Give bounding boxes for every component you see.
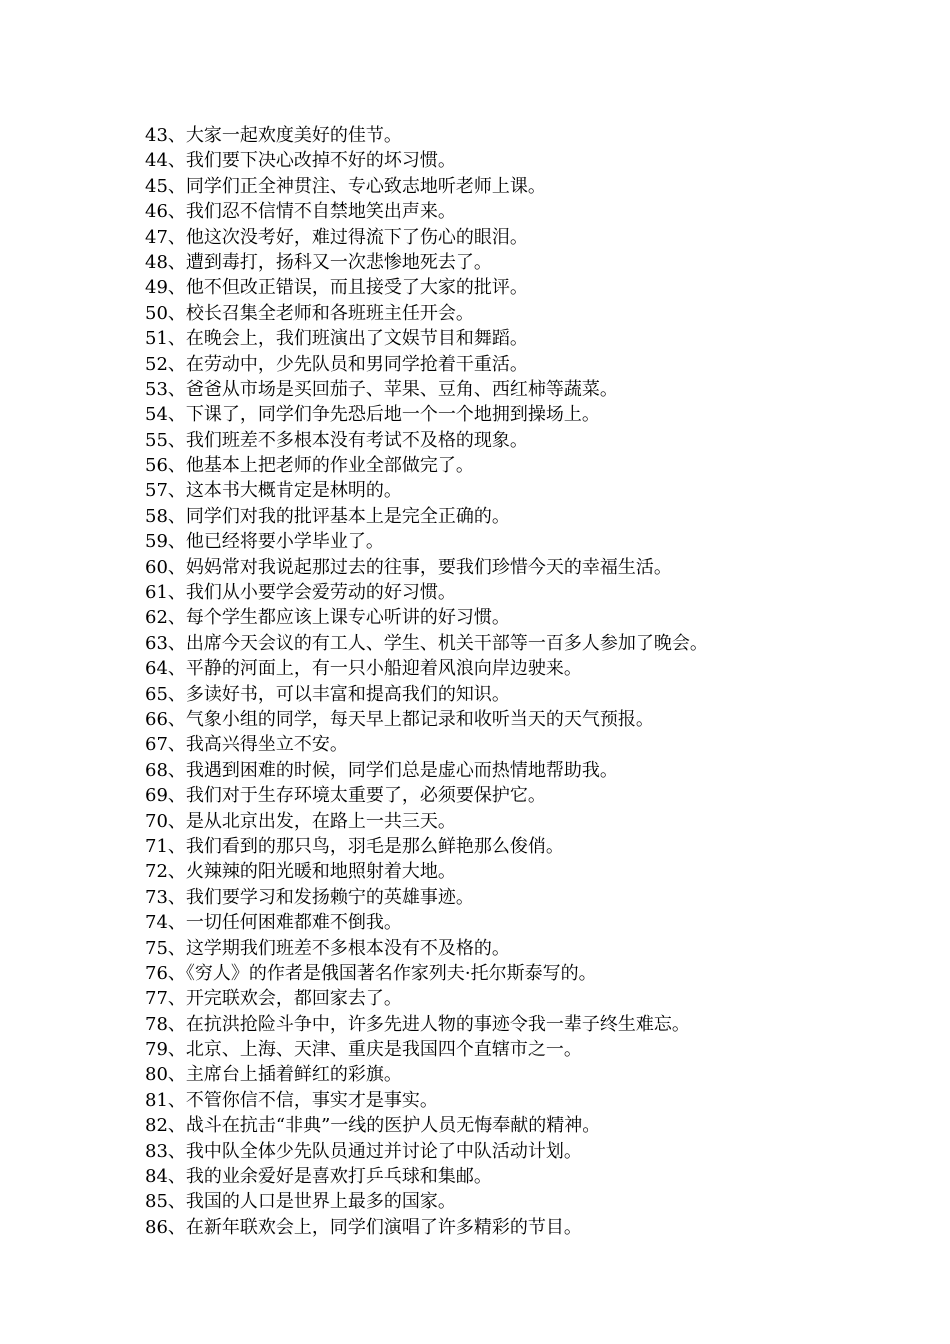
sentence-line: 77、开完联欢会，都回家去了。 xyxy=(145,988,402,1010)
sentence-line: 86、在新年联欢会上，同学们演唱了许多精彩的节目。 xyxy=(145,1216,582,1238)
sentence-line: 66、气象小组的同学，每天早上都记录和收听当天的天气预报。 xyxy=(145,708,654,730)
sentence-line: 44、我们要下决心改掉不好的坏习惯。 xyxy=(145,150,456,172)
sentence-line: 84、我的业余爱好是喜欢打乒乓球和集邮。 xyxy=(145,1166,492,1188)
sentence-line: 53、爸爸从市场是买回茄子、苹果、豆角、西红柿等蔬菜。 xyxy=(145,378,618,400)
sentence-line: 64、平静的河面上，有一只小船迎着风浪向岸边驶来。 xyxy=(145,658,582,680)
sentence-line: 43、大家一起欢度美好的佳节。 xyxy=(145,125,402,146)
sentence-line: 50、校长召集全老师和各班班主任开会。 xyxy=(145,302,474,324)
sentence-line: 75、这学期我们班差不多根本没有不及格的。 xyxy=(145,937,510,959)
sentence-line: 52、在劳动中，少先队员和男同学抢着干重活。 xyxy=(145,353,528,375)
sentence-line: 59、他已经将要小学毕业了。 xyxy=(145,531,384,553)
sentence-line: 70、是从北京出发，在路上一共三天。 xyxy=(145,810,456,832)
sentence-line: 83、我中队全体少先队员通过并讨论了中队活动计划。 xyxy=(145,1140,582,1162)
sentence-line: 55、我们班差不多根本没有考试不及格的现象。 xyxy=(145,429,528,451)
sentence-line: 51、在晚会上，我们班演出了文娱节目和舞蹈。 xyxy=(145,328,528,350)
sentence-line: 63、出席今天会议的有工人、学生、机关干部等一百多人参加了晚会。 xyxy=(145,632,708,654)
sentence-list xyxy=(145,123,925,1240)
sentence-line: 46、我们忍不信情不自禁地笑出声来。 xyxy=(145,201,456,223)
sentence-line: 62、每个学生都应该上课专心听讲的好习惯。 xyxy=(145,607,510,629)
sentence-line: 45、同学们正全神贯注、专心致志地听老师上课。 xyxy=(145,175,546,197)
sentence-line: 80、主席台上插着鲜红的彩旗。 xyxy=(145,1064,402,1086)
sentence-line: 47、他这次没考好，难过得流下了伤心的眼泪。 xyxy=(145,226,528,248)
sentence-line: 74、一切任何困难都难不倒我。 xyxy=(145,912,402,934)
sentence-line: 85、我国的人口是世界上最多的国家。 xyxy=(145,1191,456,1213)
sentence-line: 78、在抗洪抢险斗争中，许多先进人物的事迹令我一辈子终生难忘。 xyxy=(145,1013,690,1035)
sentence-line: 72、火辣辣的阳光暖和地照射着大地。 xyxy=(145,861,456,883)
sentence-line: 73、我们要学习和发扬赖宁的英雄事迹。 xyxy=(145,886,474,908)
sentence-line: 79、北京、上海、天津、重庆是我国四个直辖市之一。 xyxy=(145,1039,582,1061)
sentence-line: 65、多读好书，可以丰富和提高我们的知识。 xyxy=(145,683,510,705)
sentence-line: 76、《穷人》的作者是俄国著名作家列夫·托尔斯泰写的。 xyxy=(145,962,597,984)
sentence-line: 54、下课了，同学们争先恐后地一个一个地拥到操场上。 xyxy=(145,404,600,426)
sentence-line: 67、我高兴得坐立不安。 xyxy=(145,734,348,756)
sentence-line: 58、同学们对我的批评基本上是完全正确的。 xyxy=(145,505,510,527)
sentence-line: 71、我们看到的那只鸟，羽毛是那么鲜艳那么俊俏。 xyxy=(145,835,564,857)
sentence-line: 61、我们从小要学会爱劳动的好习惯。 xyxy=(145,582,456,604)
sentence-line: 60、妈妈常对我说起那过去的往事，要我们珍惜今天的幸福生活。 xyxy=(145,556,672,578)
sentence-line: 48、遭到毒打，扬科又一次悲惨地死去了。 xyxy=(145,251,492,273)
sentence-line: 82、战斗在抗击“非典”一线的医护人员无悔奉献的精神。 xyxy=(145,1115,601,1137)
sentence-line: 68、我遇到困难的时候，同学们总是虚心而热情地帮助我。 xyxy=(145,759,618,781)
sentence-line: 57、这本书大概肯定是林明的。 xyxy=(145,480,402,502)
sentence-line: 49、他不但改正错误，而且接受了大家的批评。 xyxy=(145,277,528,299)
sentence-line: 69、我们对于生存环境太重要了，必须要保护它。 xyxy=(145,785,546,807)
sentence-line: 81、不管你信不信，事实才是事实。 xyxy=(145,1089,438,1111)
sentence-line: 56、他基本上把老师的作业全部做完了。 xyxy=(145,455,474,477)
